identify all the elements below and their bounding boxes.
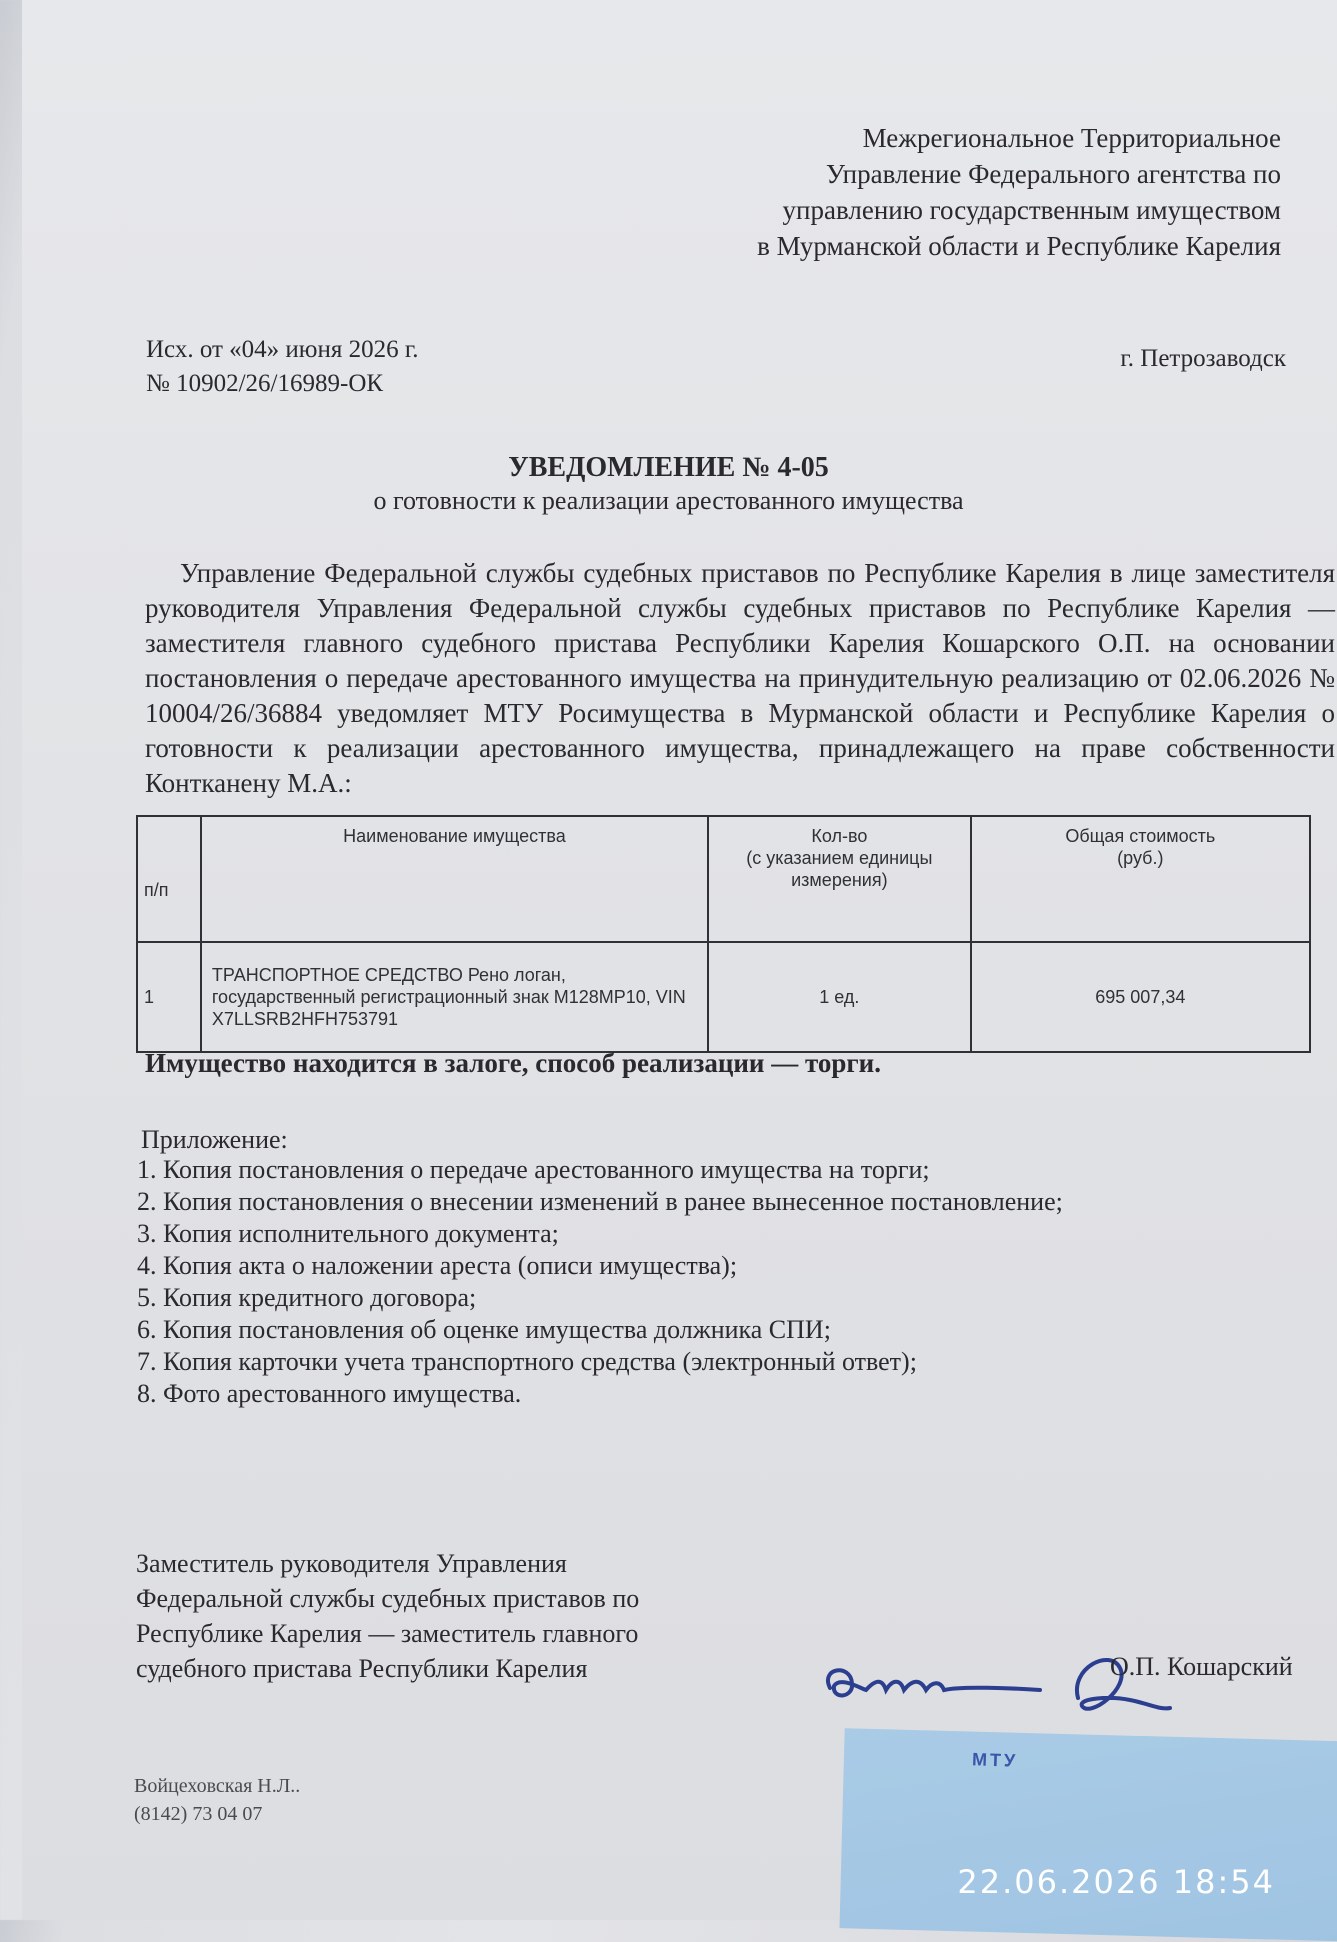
attachments-title: Приложение: (141, 1125, 288, 1154)
property-table (136, 815, 1311, 1053)
attachments-list (137, 1154, 1063, 1410)
signatory-position (136, 1546, 639, 1686)
header-cost: Общая стоимость (руб.) (971, 816, 1310, 942)
addressee-line: в Мурманской области и Республике Карелия (757, 231, 1281, 261)
signatory-name: О.П. Кошарский (1110, 1652, 1293, 1681)
executor-phone: (8142) 73 04 07 (134, 1803, 263, 1825)
position-line: Федеральной службы судебных приставов по (136, 1584, 640, 1613)
addressee-block (757, 120, 1281, 264)
list-item: 8. Фото арестованного имущества. (137, 1379, 522, 1408)
list-item: 6. Копия постановления об оценке имущества должника СПИ; (137, 1315, 831, 1344)
header-name: Наименование имущества (201, 816, 708, 942)
document-title: УВЕДОМЛЕНИЕ № 4-05 (508, 452, 829, 483)
list-item: 4. Копия акта о наложении ареста (описи имущества); (137, 1251, 738, 1280)
outgoing-date: Исх. от «04» июня 2026 г. (146, 336, 419, 363)
list-item: 7. Копия карточки учета транспортного средства (электронный ответ); (137, 1347, 917, 1376)
header-qty: Кол-во (с указанием единицы измерения) (708, 816, 971, 942)
list-item: 1. Копия постановления о передаче арестованного имущества на торги; (137, 1155, 930, 1184)
executor-block (134, 1772, 300, 1828)
body-paragraph: Управление Федеральной службы судебных приставов по Республике Карелия в лице заместителя руководителя Управления Федеральной службы судебных приставов по Республике Карелия — заместителя главного судебного пристава Республики Карелия Кошарского О.П. на основании постановления о передаче арестованного имущества на принудительную реализацию от 02.06.2026 № 10004/26/36884 уведомляет МТУ Росимущества в Мурманской области и Республике Карелия о готовности к реализации арестованного имущества, принадлежащего на праве собственности Контканену М.А.: (145, 558, 1335, 798)
list-item: 2. Копия постановления о внесении изменений в ранее вынесенное постановление; (137, 1187, 1063, 1216)
blue-sticker (839, 1728, 1337, 1942)
photo-timestamp: 22.06.2026 18:54 (957, 1863, 1275, 1901)
document-subtitle: о готовности к реализации арестованного имущества (373, 486, 964, 515)
cell-num: 1 (137, 942, 201, 1052)
outgoing-reference (146, 333, 419, 401)
table-header-row (137, 816, 1310, 942)
position-line: Заместитель руководителя Управления (136, 1549, 567, 1578)
cell-cost: 695 007,34 (971, 942, 1310, 1052)
table-row (137, 942, 1310, 1052)
list-item: 5. Копия кредитного договора; (137, 1283, 477, 1312)
executor-name: Войцеховская Н.Л.. (134, 1775, 301, 1797)
stamp-text: МТУ (971, 1749, 1019, 1771)
cell-qty: 1 ед. (708, 942, 971, 1052)
addressee-line: Управление Федерального агентства по (825, 159, 1281, 189)
city: г. Петрозаводск (1120, 345, 1286, 372)
cell-name: ТРАНСПОРТНОЕ СРЕДСТВО Рено логан, государственный регистрационный знак М128МР10, VIN X7LLSRB2HFH753791 (201, 942, 708, 1052)
list-item: 3. Копия исполнительного документа; (137, 1219, 559, 1248)
position-line: Республике Карелия — заместитель главного (136, 1619, 639, 1648)
outgoing-number: № 10902/26/16989-ОК (146, 370, 384, 397)
position-line: судебного пристава Республики Карелия (136, 1654, 588, 1683)
addressee-line: управлению государственным имуществом (782, 195, 1281, 225)
header-num: п/п (137, 816, 201, 942)
pledge-note: Имущество находится в залоге, способ реализации — торги. (145, 1048, 881, 1078)
addressee-line: Межрегиональное Территориальное (862, 123, 1281, 153)
